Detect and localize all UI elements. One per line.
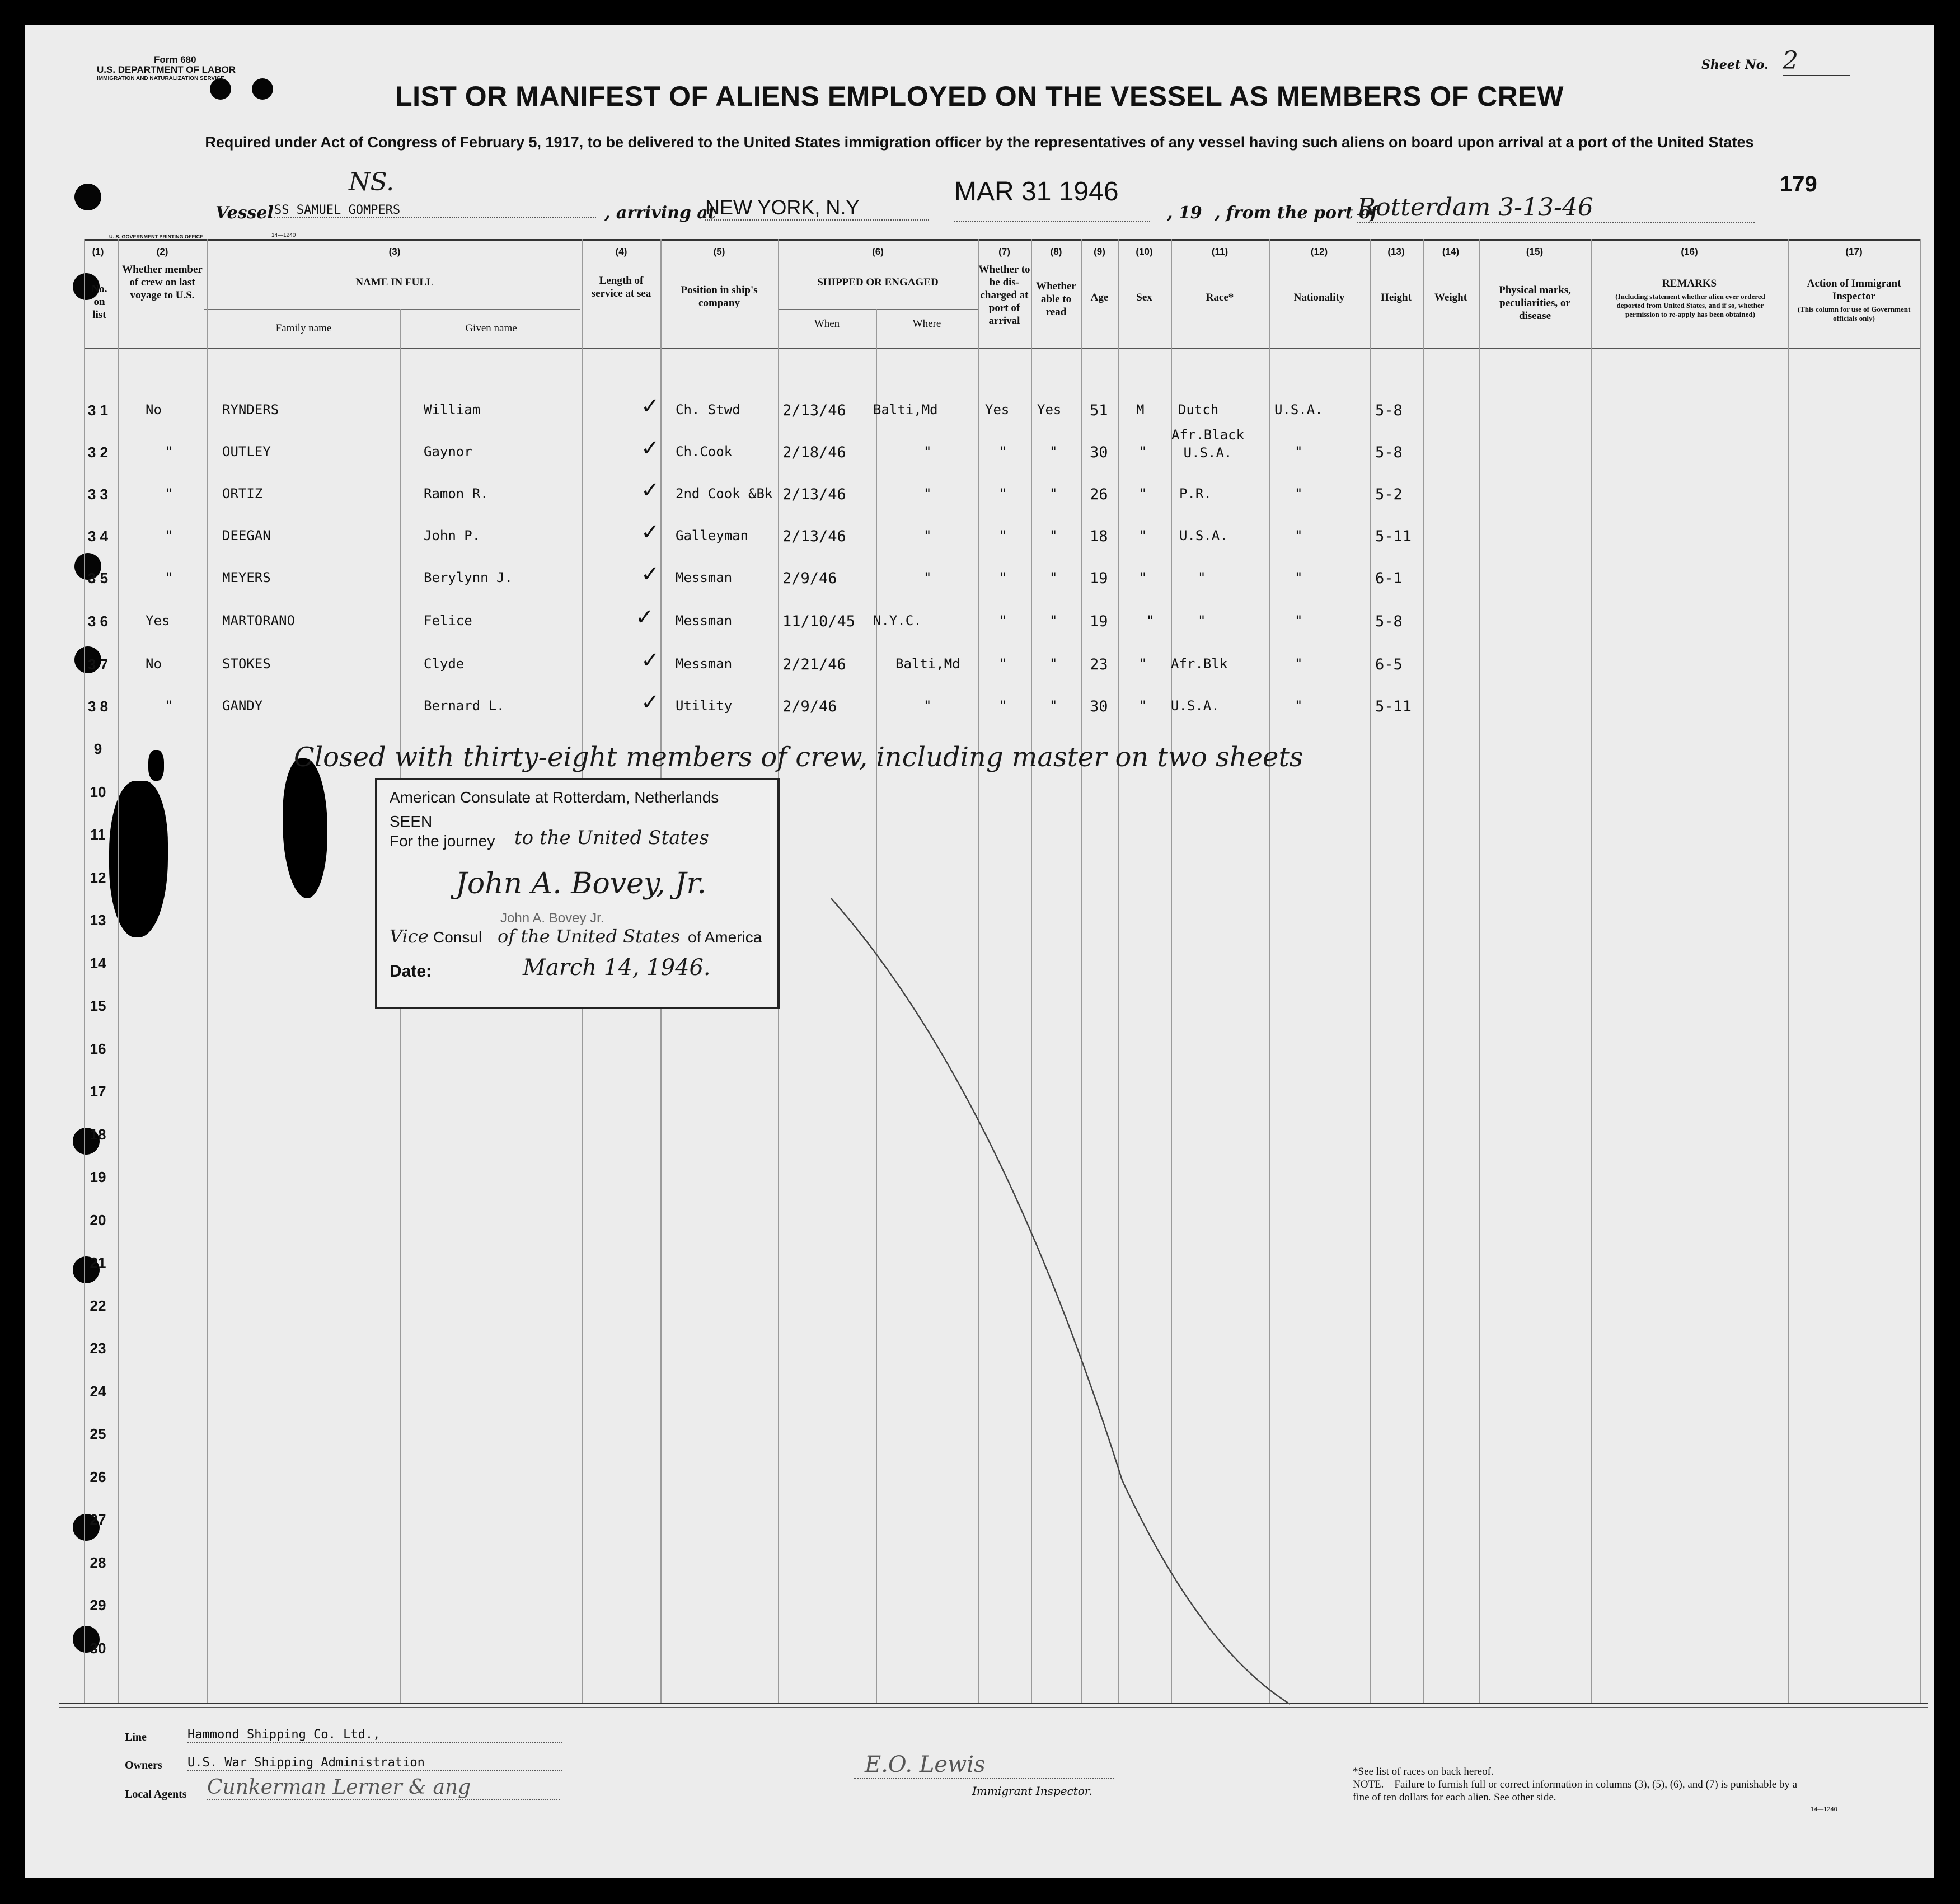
row-number: 13 — [90, 912, 106, 928]
cell-when: 2/21/46 — [782, 656, 846, 673]
cell-family-name: STOKES — [222, 656, 271, 672]
cell-read: " — [1049, 486, 1058, 501]
row-number: 16 — [90, 1040, 106, 1057]
cell-given-name: William — [424, 402, 481, 418]
sheet-value: 2 — [1783, 46, 1850, 76]
stamp-typed-name: John A. Bovey Jr. — [500, 911, 604, 926]
cell-race: U.S.A. — [1179, 528, 1228, 543]
ns-note: NS. — [349, 168, 395, 196]
cell-given-name: John P. — [424, 528, 481, 543]
column-number: (12) — [1310, 246, 1328, 257]
diagonal-stroke — [25, 25, 1934, 1878]
row-number: 18 — [90, 1125, 106, 1143]
column-header-read: Whether able to read — [1036, 280, 1076, 318]
cell-where: " — [923, 444, 932, 459]
cell-sex: " — [1146, 613, 1155, 629]
cell-nationality: " — [1295, 570, 1303, 585]
column-number: (11) — [1211, 246, 1228, 257]
row-number: 12 — [90, 869, 106, 886]
column-number: (5) — [713, 246, 725, 257]
cell-given-name: Bernard L. — [424, 698, 505, 714]
row-number: 27 — [90, 1511, 106, 1528]
cell-nationality: " — [1295, 656, 1303, 672]
column-number: (2) — [156, 246, 168, 257]
column-header-name: NAME IN FULL — [355, 276, 434, 288]
column-header-position: Position in ship's company — [681, 284, 758, 309]
cell-sex: " — [1139, 698, 1147, 714]
cell-sex: " — [1139, 656, 1147, 672]
cell-family-name: GANDY — [222, 698, 263, 714]
cell-age: 23 — [1090, 656, 1108, 673]
cell-nationality: " — [1295, 613, 1303, 629]
cell-discharged: " — [999, 528, 1007, 543]
column-header-age: Age — [1090, 292, 1109, 303]
manifest-sheet — [25, 25, 1934, 1878]
cell-where: Balti,Md — [895, 656, 960, 672]
cell-read: " — [1049, 656, 1058, 672]
row-number: 20 — [90, 1211, 106, 1228]
cell-race: " — [1198, 570, 1206, 585]
cell-height: 5-8 — [1375, 444, 1403, 461]
column-header-family-name: Family name — [275, 322, 332, 334]
cell-prev-voyage: No — [146, 402, 162, 418]
cell-prev-voyage: " — [165, 444, 174, 459]
sheet-label: Sheet No. — [1701, 58, 1769, 72]
footer-line-label: Line — [125, 1731, 147, 1743]
column-number: (9) — [1094, 246, 1105, 257]
cell-position: Galleyman — [676, 528, 749, 543]
footer-line-value: Hammond Shipping Co. Ltd., — [187, 1728, 562, 1743]
column-number: (4) — [615, 246, 627, 257]
column-header-discharged: Whether to be dis-charged at port of arrival — [978, 264, 1030, 327]
cell-where: " — [923, 486, 932, 501]
cell-sex: " — [1139, 486, 1147, 501]
row-number: 17 — [90, 1083, 106, 1100]
cell-position: Utility — [676, 698, 733, 714]
cell-family-name: MARTORANO — [222, 613, 296, 629]
column-header-nationality: Nationality — [1293, 292, 1345, 303]
cell-height: 5-8 — [1375, 613, 1403, 630]
column-header-sex: Sex — [1136, 292, 1152, 303]
footer-agents-value: Cunkerman Lerner & ang — [207, 1776, 560, 1800]
cell-when: 2/13/46 — [782, 402, 846, 419]
stamp-title-hand: Vice — [390, 926, 429, 947]
column-header-height: Height — [1381, 292, 1412, 303]
cell-position: Ch.Cook — [676, 444, 733, 459]
row-number: 24 — [90, 1382, 106, 1400]
cell-position: Messman — [676, 656, 733, 672]
row-number: 15 — [90, 997, 106, 1014]
cell-given-name: Ramon R. — [424, 486, 489, 501]
row-number: 22 — [90, 1297, 106, 1314]
cell-position: 2nd Cook &Bk — [676, 486, 773, 501]
cell-height: 6-1 — [1375, 570, 1403, 587]
cell-given-name: Felice — [424, 613, 472, 629]
row-number: 3 7 — [87, 656, 109, 673]
cell-nationality: U.S.A. — [1274, 402, 1323, 418]
from-label: , from the port of — [1215, 203, 1378, 223]
cell-service: ✓ — [641, 690, 660, 715]
cell-sex: " — [1139, 444, 1147, 459]
row-number: 19 — [90, 1169, 106, 1185]
row-number: 21 — [90, 1254, 106, 1271]
column-header-weight: Weight — [1434, 292, 1467, 303]
cell-service: ✓ — [641, 393, 660, 419]
cell-nationality: " — [1295, 444, 1303, 459]
cell-discharged: Yes — [985, 402, 1010, 418]
footer-agents-label: Local Agents — [125, 1788, 187, 1800]
footer-owners-label: Owners — [125, 1759, 162, 1771]
cell-read: Yes — [1037, 402, 1062, 418]
date-stamp: MAR 31 1946 — [954, 176, 1150, 222]
row-number: 25 — [90, 1425, 106, 1442]
stamp-journey-hand: to the United States — [514, 827, 709, 849]
cell-race: U.S.A. — [1171, 698, 1220, 714]
column-number: (14) — [1442, 246, 1460, 257]
cell-age: 30 — [1090, 444, 1108, 461]
arriving-value: NEW YORK, N.Y — [705, 196, 929, 221]
column-header-shipped: SHIPPED OR ENGAGED — [817, 276, 939, 288]
stamp-line1: American Consulate at Rotterdam, Netherlands — [390, 789, 719, 806]
races-note: *See list of races on back hereof. — [1353, 1766, 1494, 1778]
column-header-inspector: Action of Immigrant Inspector — [1807, 278, 1901, 302]
cell-race: P.R. — [1179, 486, 1212, 501]
column-header-where: Where — [912, 318, 941, 330]
cell-service: ✓ — [635, 604, 654, 630]
cell-family-name: ORTIZ — [222, 486, 263, 501]
cell-position: Messman — [676, 570, 733, 585]
cell-age: 51 — [1090, 402, 1108, 419]
inspector-label: Immigrant Inspector. — [972, 1784, 1092, 1798]
cell-service: ✓ — [641, 519, 660, 545]
stamp-journey-label: For the journey — [390, 832, 495, 850]
cell-height: 6-5 — [1375, 656, 1403, 673]
cell-where: Balti,Md — [873, 402, 938, 418]
cell-discharged: " — [999, 486, 1007, 501]
cell-sex: " — [1139, 528, 1147, 543]
column-header-race: Race* — [1206, 292, 1234, 303]
cell-height: 5-8 — [1375, 402, 1403, 419]
row-number: 3 2 — [87, 444, 109, 461]
cell-when: 2/18/46 — [782, 444, 846, 461]
cell-age: 26 — [1090, 486, 1108, 503]
row-number: 30 — [90, 1639, 106, 1657]
cell-prev-voyage: " — [165, 486, 174, 501]
cell-service: ✓ — [641, 435, 660, 461]
cell-where: " — [923, 528, 932, 543]
cell-height: 5-11 — [1375, 528, 1412, 545]
column-header-physical-marks: Physical marks, peculiarities, or disease — [1499, 284, 1571, 322]
cell-discharged: " — [999, 698, 1007, 714]
row-number: 26 — [90, 1468, 106, 1485]
row-number: 3 5 — [87, 570, 109, 587]
vessel-value: SS SAMUEL GOMPERS — [274, 203, 596, 218]
column-header-given-name: Given name — [465, 322, 517, 334]
row-number: 11 — [90, 826, 106, 843]
cell-where: " — [923, 698, 932, 714]
cell-age: 18 — [1090, 528, 1108, 545]
cell-where: " — [923, 570, 932, 585]
cell-prev-voyage: " — [165, 528, 174, 543]
cell-given-name: Berylynn J. — [424, 570, 513, 585]
department: U.S. DEPARTMENT OF LABOR — [97, 64, 236, 75]
cell-where: N.Y.C. — [873, 613, 922, 629]
cell-prev-voyage: Yes — [146, 613, 170, 629]
cell-family-name: OUTLEY — [222, 444, 271, 459]
column-header-no: No. on list — [91, 283, 107, 321]
column-header-when: When — [814, 318, 840, 330]
closing-note: Closed with thirty-eight members of crew, including master on two sheets — [294, 742, 1303, 773]
cell-family-name: DEEGAN — [222, 528, 271, 543]
year-label: , 19 — [1167, 203, 1202, 223]
column-header-remarks-note: (Including statement whether alien ever ordered deported from United States, and if so, whether permission to re-apply has been obtained) — [1615, 292, 1765, 318]
column-header-remarks: REMARKS — [1662, 278, 1717, 289]
cell-position: Ch. Stwd — [676, 402, 740, 418]
column-number: (7) — [998, 246, 1010, 257]
cell-read: " — [1049, 528, 1058, 543]
row-number: 3 1 — [87, 402, 109, 419]
inspector-signature: E.O. Lewis — [854, 1752, 1114, 1779]
cell-read: " — [1049, 444, 1058, 459]
cell-read: " — [1049, 613, 1058, 629]
footer-note: NOTE.—Failure to furnish full or correct information in columns (3), (5), (6), and (7) is punishable by a fine of ten dollars for each alien. See other side. — [1353, 1779, 1798, 1803]
stamp-title-hand2: of the United States — [498, 926, 681, 947]
row-number: 3 3 — [87, 486, 109, 503]
cell-prev-voyage: " — [165, 570, 174, 585]
stamp-seen: SEEN — [390, 813, 433, 830]
printing-office: U. S. GOVERNMENT PRINTING OFFICE — [109, 234, 204, 240]
row-number: 23 — [90, 1340, 106, 1357]
stamp-date-value: March 14, 1946. — [523, 955, 711, 981]
stamp-date-label: Date: — [390, 962, 432, 981]
column-number: (3) — [388, 246, 401, 257]
cell-discharged: " — [999, 444, 1007, 459]
cell-service: ✓ — [641, 561, 660, 587]
column-number: (17) — [1845, 246, 1863, 257]
cell-when: 2/13/46 — [782, 528, 846, 545]
cell-discharged: " — [999, 570, 1007, 585]
cell-nationality: " — [1295, 528, 1303, 543]
vessel-label: Vessel — [215, 203, 274, 223]
cell-prev-voyage: " — [165, 698, 174, 714]
cell-age: 30 — [1090, 698, 1108, 715]
cell-when: 2/9/46 — [782, 698, 837, 715]
cell-prev-voyage: No — [146, 656, 162, 672]
row-number: 3 4 — [87, 528, 109, 545]
cell-discharged: " — [999, 656, 1007, 672]
cell-service: ✓ — [641, 477, 660, 503]
stamp-title-end: of America — [688, 928, 762, 946]
stamp-signature: John A. Bovey, Jr. — [456, 867, 706, 901]
footer-owners-value: U.S. War Shipping Administration — [187, 1756, 562, 1771]
column-header-service: Length of service at sea — [591, 275, 651, 299]
cell-position: Messman — [676, 613, 733, 629]
cell-when: 2/13/46 — [782, 486, 846, 503]
column-number: (8) — [1050, 246, 1062, 257]
cell-when: 2/9/46 — [782, 570, 837, 587]
cell-sex: " — [1139, 570, 1147, 585]
column-number: (10) — [1136, 246, 1153, 257]
row-number: 10 — [90, 783, 106, 800]
arriving-label: , arriving at — [604, 203, 716, 223]
row-number: 14 — [90, 954, 106, 972]
stamp-title-label: Consul — [433, 928, 482, 946]
cell-read: " — [1049, 698, 1058, 714]
row-number: 3 8 — [87, 698, 109, 715]
cell-family-name: RYNDERS — [222, 402, 279, 418]
cell-age: 19 — [1090, 613, 1108, 630]
row-number: 29 — [90, 1597, 106, 1614]
cell-given-name: Clyde — [424, 656, 465, 672]
cell-sex: M — [1136, 402, 1145, 418]
cell-height: 5-2 — [1375, 486, 1403, 503]
cell-age: 19 — [1090, 570, 1108, 587]
column-number: (15) — [1526, 246, 1544, 257]
service: IMMIGRATION AND NATURALIZATION SERVICE — [97, 76, 224, 82]
column-number: (13) — [1387, 246, 1405, 257]
page-number: 179 — [1780, 172, 1817, 196]
cell-height: 5-11 — [1375, 698, 1412, 715]
from-value: Rotterdam 3-13-46 — [1357, 193, 1755, 223]
cell-nationality: " — [1295, 698, 1303, 714]
column-number: (6) — [872, 246, 884, 257]
form-number: Form 680 — [154, 54, 196, 65]
printing-code: 14—1240 — [271, 232, 296, 238]
cell-race: Dutch — [1178, 402, 1219, 418]
cell-race: Afr.Blk — [1171, 656, 1228, 672]
row-number: 9 — [93, 740, 102, 757]
row-number: 28 — [90, 1554, 106, 1571]
column-header-prev-voyage: Whether member of crew on last voyage to U.S. — [122, 264, 203, 301]
cell-when: 11/10/45 — [782, 613, 856, 630]
column-number: (1) — [92, 246, 104, 257]
cell-read: " — [1049, 570, 1058, 585]
footer-code: 14—1240 — [1811, 1806, 1837, 1813]
column-number: (16) — [1681, 246, 1698, 257]
row-number: 3 6 — [87, 613, 109, 630]
cell-race: Afr.Black U.S.A. — [1171, 427, 1245, 461]
cell-discharged: " — [999, 613, 1007, 629]
cell-given-name: Gaynor — [424, 444, 472, 459]
cell-service: ✓ — [641, 648, 660, 673]
cell-race: " — [1198, 613, 1206, 629]
page-subtitle: Required under Act of Congress of February 5, 1917, to be delivered to the United States immigration officer by the representatives of any vessel having such aliens on board upon arrival at a port of the United States — [205, 134, 1754, 151]
cell-family-name: MEYERS — [222, 570, 271, 585]
column-header-inspector-note: (This column for use of Government officials only) — [1797, 305, 1911, 322]
cell-nationality: " — [1295, 486, 1303, 501]
page-title: LIST OR MANIFEST OF ALIENS EMPLOYED ON THE VESSEL AS MEMBERS OF CREW — [395, 81, 1564, 112]
